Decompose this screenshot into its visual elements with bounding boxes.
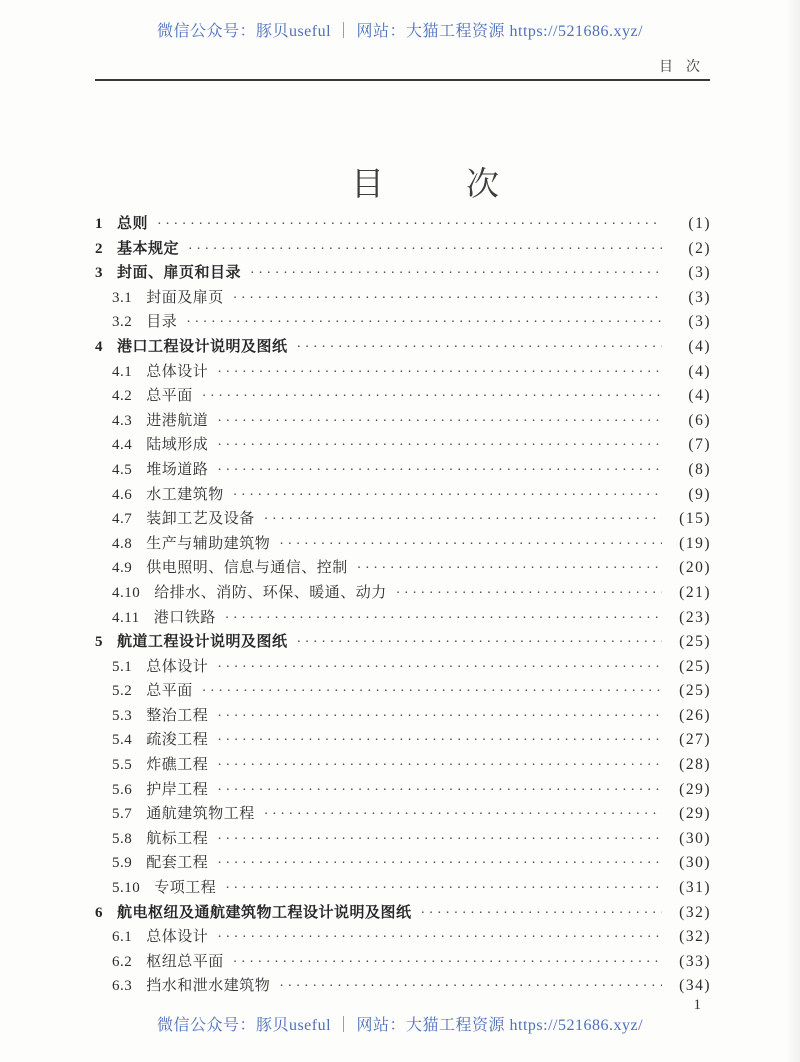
header-rule (95, 79, 710, 81)
toc-entry-page: (25) (679, 682, 711, 700)
toc-leader-dots (297, 336, 662, 361)
toc-entry-number: 4.7 (112, 511, 133, 528)
toc-leader-dots (421, 902, 662, 927)
toc-entry-number: 5.5 (112, 757, 133, 774)
toc-entry-label: 总体设计 (146, 929, 209, 946)
running-header-char-1: 目 (659, 60, 673, 75)
toc-entry (95, 606, 711, 631)
toc-entry-number: 4 (95, 338, 103, 355)
toc-entry-page: (2) (688, 239, 711, 257)
toc-leader-dots (217, 729, 662, 754)
toc-entry-page: (25) (679, 633, 711, 651)
toc-entry-label: 挡水和泄水建筑物 (146, 978, 271, 995)
toc-entry-number: 3.2 (112, 314, 133, 331)
toc-leader-dots (217, 754, 662, 779)
toc-leader-dots (217, 852, 662, 877)
toc-entry-label: 封面及扉页 (146, 289, 224, 306)
toc-leader-dots (264, 508, 662, 533)
toc-leader-dots (250, 262, 662, 287)
toc-leader-dots (297, 631, 662, 656)
toc-entry-page: (25) (679, 657, 711, 675)
toc-entry (95, 433, 711, 458)
toc-entry-page: (3) (688, 288, 711, 306)
toc-entry-number: 5.9 (112, 855, 133, 872)
watermark-bottom: 微信公众号：豚贝useful ｜ 网站：大猫工程资源 https://521686.xyz/ (156, 1017, 644, 1034)
toc-entry-label: 总体设计 (146, 658, 209, 675)
toc-leader-dots (225, 877, 662, 902)
toc-entry (95, 679, 711, 704)
toc-entry-number: 4.2 (112, 388, 133, 405)
toc-entry (95, 925, 711, 950)
toc-entry-number: 4.4 (112, 437, 133, 454)
toc-entry-number: 5.10 (112, 880, 141, 897)
toc-entry-page: (23) (679, 608, 711, 626)
toc-entry-page: (29) (679, 780, 711, 798)
toc-entry-number: 6.2 (112, 953, 133, 970)
toc-leader-dots (225, 607, 662, 632)
toc-entry (95, 409, 711, 434)
toc-entry-page: (30) (679, 829, 711, 847)
toc-entry (95, 778, 711, 803)
toc-entry-label: 疏浚工程 (146, 732, 209, 749)
toc-entry-page: (32) (679, 903, 711, 921)
toc-entry-page: (6) (688, 411, 711, 429)
toc-entry-number: 4.1 (112, 363, 133, 380)
toc-entry-label: 航标工程 (146, 830, 209, 847)
toc-entry-page: (30) (679, 854, 711, 872)
toc-entry-number: 4.11 (112, 609, 140, 626)
toc-entry-number: 5.2 (112, 683, 133, 700)
toc-entry-label: 总则 (117, 216, 149, 232)
toc-entry-page: (1) (688, 215, 711, 232)
toc-entry-number: 6 (95, 904, 103, 921)
toc-leader-dots (279, 533, 662, 558)
toc-entry-page: (32) (679, 928, 711, 946)
toc-leader-dots (217, 705, 662, 730)
toc-entry-label: 总体设计 (146, 363, 209, 380)
toc-entry-label: 护岸工程 (146, 781, 209, 798)
toc-entry-number: 4.8 (112, 535, 133, 552)
toc-leader-dots (357, 557, 662, 582)
watermark-top: 微信公众号：豚贝useful ｜ 网站：大猫工程资源 https://521686.xyz/ (156, 23, 644, 40)
toc-entry (95, 212, 711, 237)
toc-entry-page: (27) (679, 731, 711, 749)
page-title-char-1: 目 (351, 167, 384, 203)
toc-entry-label: 港口铁路 (153, 609, 216, 626)
toc-entry-label: 生产与辅助建筑物 (146, 535, 271, 552)
toc-entry-label: 给排水、消防、环保、暖通、动力 (154, 584, 387, 601)
toc-leader-dots (217, 361, 662, 386)
toc-entry-number: 2 (95, 240, 103, 257)
toc-entry (95, 360, 711, 385)
toc-entry (95, 704, 711, 729)
toc-leader-dots (217, 926, 662, 951)
toc-entry-label: 港口工程设计说明及图纸 (117, 338, 288, 355)
running-header-char-2: 次 (686, 60, 700, 75)
toc-leader-dots (217, 459, 662, 484)
toc-entry (95, 753, 711, 778)
toc-entry-page: (4) (688, 337, 711, 355)
toc-entry (95, 532, 711, 557)
toc-entry-label: 基本规定 (117, 240, 180, 257)
toc-entry-page: (21) (679, 583, 711, 601)
toc-entry-label: 配套工程 (146, 855, 209, 872)
toc-entry-number: 5 (95, 634, 103, 651)
toc-entry-page: (4) (688, 387, 711, 405)
toc-entry-label: 通航建筑物工程 (146, 806, 255, 823)
toc-entry (95, 950, 711, 975)
toc-entry-page: (34) (679, 977, 711, 995)
toc-entry-number: 5.7 (112, 806, 133, 823)
toc-entry-label: 进港航道 (146, 412, 209, 429)
toc-entry (95, 974, 711, 999)
toc-entry-number: 3 (95, 265, 103, 282)
toc-leader-dots (233, 951, 662, 976)
toc-leader-dots (188, 238, 662, 263)
toc-entry (95, 851, 711, 876)
toc-entry (95, 335, 711, 360)
toc-entry-page: (15) (679, 510, 711, 528)
toc-entry-number: 1 (95, 216, 103, 232)
toc-entry-number: 5.4 (112, 732, 133, 749)
toc-entry-number: 5.3 (112, 707, 133, 724)
toc-entry-number: 6.1 (112, 929, 133, 946)
toc-entry-number: 5.8 (112, 830, 133, 847)
toc-entry-label: 枢纽总平面 (146, 953, 224, 970)
toc-entry-page: (29) (679, 805, 711, 823)
running-header (95, 56, 710, 76)
toc-leader-dots (396, 582, 662, 607)
toc-leader-dots (217, 410, 662, 435)
toc-entry-label: 装卸工艺及设备 (146, 511, 255, 528)
toc-leader-dots (217, 656, 662, 681)
toc-entry-page: (19) (679, 534, 711, 552)
toc-entry-label: 供电照明、信息与通信、控制 (146, 560, 348, 577)
toc-leader-dots (217, 434, 662, 459)
toc-entry-label: 航道工程设计说明及图纸 (117, 634, 288, 651)
toc-entry (95, 458, 711, 483)
toc-entry-label: 专项工程 (154, 880, 217, 897)
toc-entry-label: 总平面 (146, 388, 193, 405)
toc-leader-dots (217, 779, 662, 804)
toc-entry-page: (8) (688, 460, 711, 478)
toc-entry (95, 384, 711, 409)
footer-page-number: 1 (693, 997, 701, 1013)
toc-entry-number: 3.1 (112, 289, 133, 306)
toc-entry-page: (9) (688, 485, 711, 503)
toc-entry (95, 261, 711, 286)
toc-leader-dots (186, 311, 662, 336)
toc-leader-dots (264, 803, 662, 828)
page-title (0, 158, 800, 205)
toc-entry-number: 6.3 (112, 978, 133, 995)
toc-entry (95, 876, 711, 901)
toc-entry-label: 水工建筑物 (146, 486, 224, 503)
toc-entry-number: 4.3 (112, 412, 133, 429)
toc-entry-number: 4.5 (112, 461, 133, 478)
toc-leader-dots (157, 213, 662, 238)
toc-entry (95, 827, 711, 852)
toc-entry-page: (28) (679, 756, 711, 774)
toc-entry-number: 4.6 (112, 486, 133, 503)
toc-entry-page: (31) (679, 879, 711, 897)
toc-entry (95, 556, 711, 581)
toc-entry-label: 总平面 (146, 683, 193, 700)
toc-entry-label: 目录 (146, 314, 178, 331)
toc-entry-label: 堆场道路 (146, 461, 209, 478)
toc-entry (95, 286, 711, 311)
toc-entry (95, 483, 711, 508)
toc-entry-page: (3) (688, 313, 711, 331)
toc-entry (95, 802, 711, 827)
toc-entry (95, 310, 711, 335)
toc-entry-label: 整治工程 (146, 707, 209, 724)
toc-entry-page: (3) (688, 264, 711, 282)
toc-entry-number: 5.6 (112, 781, 133, 798)
toc-entry (95, 507, 711, 532)
toc-entry-label: 航电枢纽及通航建筑物工程设计说明及图纸 (117, 904, 412, 921)
toc-entry-page: (7) (688, 436, 711, 454)
toc-entry-number: 4.10 (112, 584, 141, 601)
toc-leader-dots (233, 484, 662, 509)
page-title-char-2: 次 (466, 167, 499, 203)
toc-entry (95, 237, 711, 262)
toc-entry-page: (33) (679, 952, 711, 970)
toc-entry-number: 5.1 (112, 658, 133, 675)
toc-entry-page: (26) (679, 706, 711, 724)
toc-entry-label: 炸礁工程 (146, 757, 209, 774)
toc-leader-dots (202, 680, 662, 705)
toc-entry-label: 陆域形成 (146, 437, 209, 454)
toc-leader-dots (202, 385, 662, 410)
toc-entry-page: (4) (688, 362, 711, 380)
toc-entry (95, 901, 711, 926)
toc-entry-label: 封面、扉页和目录 (117, 265, 242, 282)
toc-entry-page: (20) (679, 559, 711, 577)
toc-entry (95, 655, 711, 680)
toc-list (95, 212, 711, 999)
toc-entry-number: 4.9 (112, 560, 133, 577)
toc-leader-dots (217, 828, 662, 853)
toc-entry (95, 728, 711, 753)
toc-entry (95, 581, 711, 606)
toc-entry (95, 630, 711, 655)
toc-leader-dots (233, 287, 662, 312)
